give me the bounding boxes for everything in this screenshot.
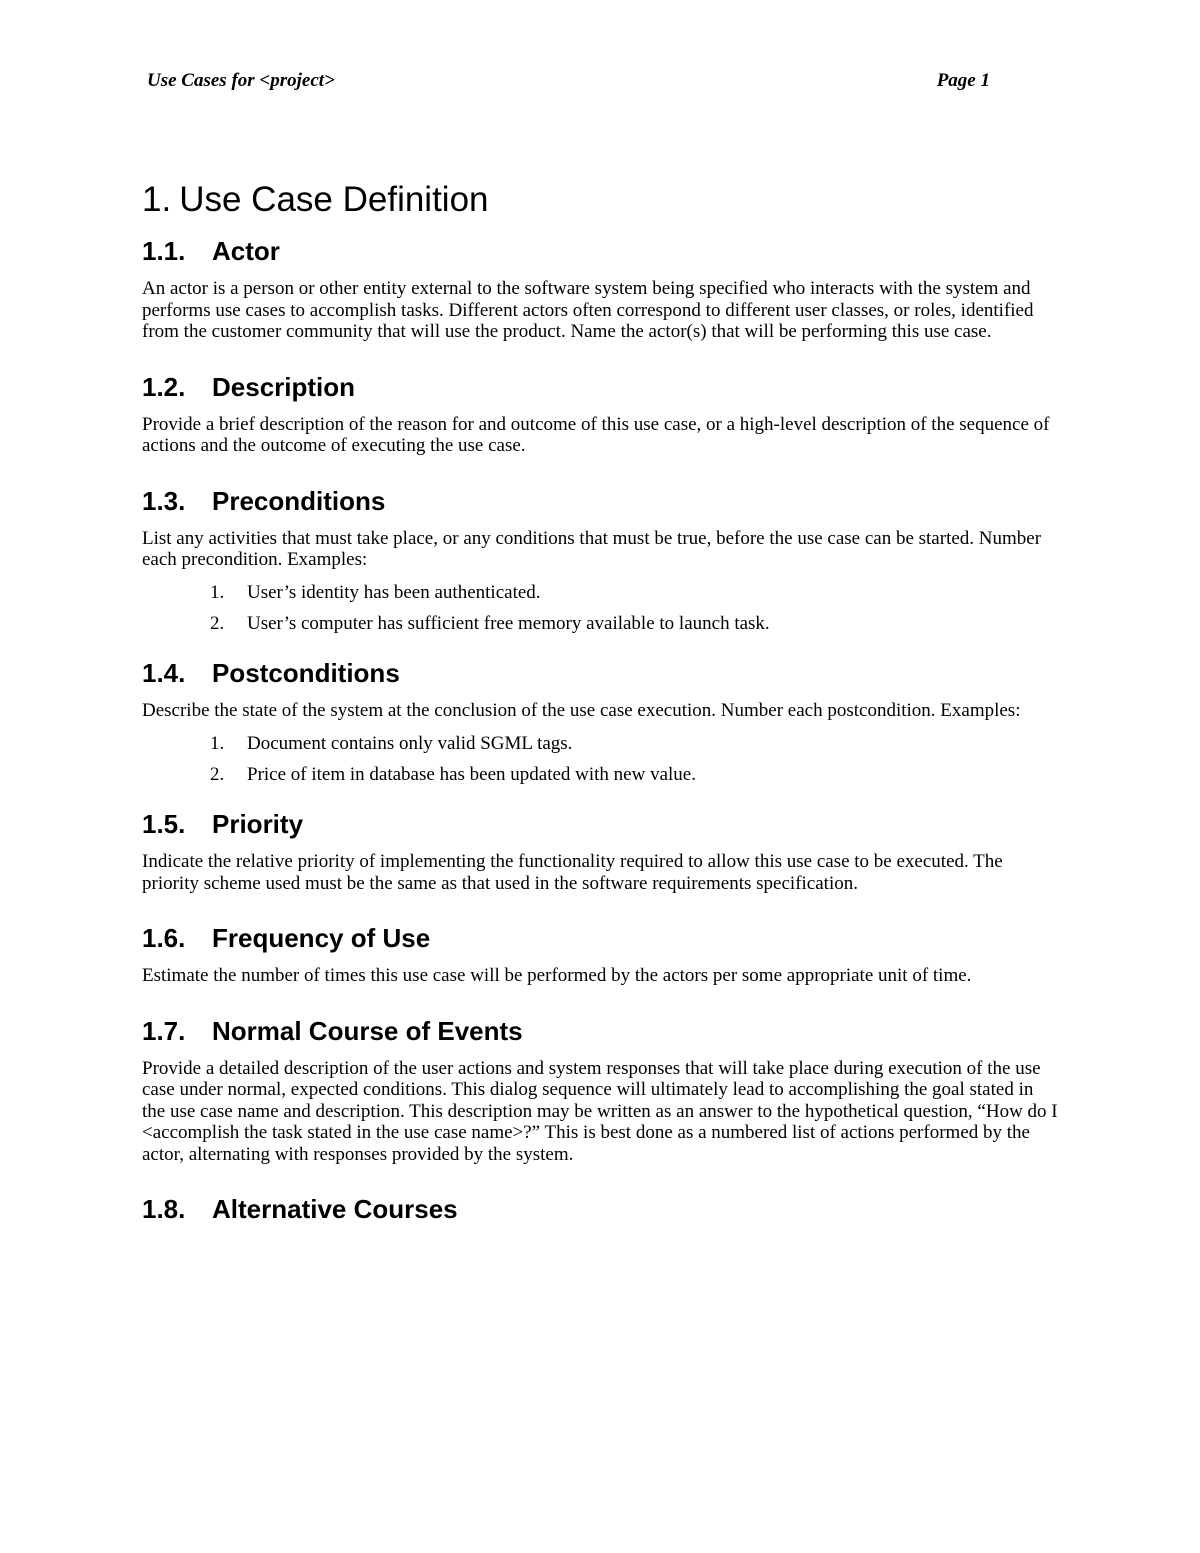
section-title: Frequency of Use	[212, 923, 431, 953]
section-heading	[142, 484, 1060, 518]
list-item	[210, 764, 1060, 786]
section-number: 1.6.	[142, 923, 186, 953]
section-title: Preconditions	[212, 485, 386, 516]
section-number: 1.8.	[142, 1194, 186, 1224]
list-item-number: 1.	[210, 581, 225, 603]
section-body: Describe the state of the system at the conclusion of the use case execution. Number each postcondition. Examples:	[142, 700, 1021, 721]
section-frequency-of-use	[142, 921, 1060, 987]
section-normal-course-of-events	[142, 1014, 1060, 1166]
section-heading	[142, 1192, 1060, 1226]
section-number: 1.5.	[142, 809, 186, 839]
header-document-title: Use Cases for <project>	[147, 70, 335, 91]
section-number: 1.7.	[142, 1015, 186, 1046]
section-number: 1.3.	[142, 485, 186, 516]
document-content	[142, 178, 1060, 1236]
section-body: List any activities that must take place, or any conditions that must be true, before the use case can be started. Number each precondition. Examples:	[142, 527, 1042, 570]
header-page-number: Page 1	[936, 70, 990, 91]
section-heading	[142, 656, 1060, 690]
section-heading	[142, 807, 1060, 841]
section-title: Actor	[212, 236, 280, 266]
section-alternative-courses	[142, 1192, 1060, 1226]
section-number: 1.2.	[142, 371, 186, 402]
section-body: Provide a brief description of the reason for and outcome of this use case, or a high-level description of the sequence of actions and the outcome of executing the use case.	[142, 413, 1050, 456]
section-title: Description	[212, 371, 356, 402]
list-item-text: Document contains only valid SGML tags.	[247, 732, 573, 754]
list-item-number: 1.	[210, 732, 225, 754]
section-body: Indicate the relative priority of implementing the functionality required to allow this use case to be executed. The priority scheme used must be the same as that used in the software requirements specification.	[142, 851, 1003, 894]
postconditions-list	[142, 733, 1060, 786]
section-heading	[142, 921, 1060, 955]
section-title: Priority	[212, 809, 304, 839]
section-heading	[142, 370, 1060, 404]
section-title: Postconditions	[212, 658, 400, 688]
list-item	[210, 733, 1060, 755]
chapter-heading	[142, 178, 1060, 222]
list-item-number: 2.	[210, 763, 225, 785]
preconditions-list	[142, 582, 1060, 635]
list-item-text: User’s identity has been authenticated.	[247, 581, 541, 603]
section-body: Estimate the number of times this use case will be performed by the actors per some appropriate unit of time.	[142, 965, 972, 986]
page-header	[147, 70, 990, 96]
section-postconditions	[142, 656, 1060, 785]
section-heading	[142, 1014, 1060, 1048]
chapter-number: 1.	[142, 180, 172, 219]
list-item	[210, 582, 1060, 604]
section-number: 1.4.	[142, 658, 186, 688]
section-title: Alternative Courses	[212, 1194, 458, 1224]
list-item-text: User’s computer has sufficient free memory available to launch task.	[247, 612, 770, 634]
section-actor	[142, 234, 1060, 343]
section-body: Provide a detailed description of the user actions and system responses that will take place during execution of the use case under normal, expected conditions. This dialog sequence will ultimately lead to accomplishing the goal stated in the use case name and description. This description may be written as an answer to the hypothetical question, “How do I <accomplish the task stated in the use case name>?” This is best done as a numbered list of actions performed by the actor, alternating with responses provided by the system.	[142, 1057, 1058, 1165]
section-preconditions	[142, 484, 1060, 635]
section-title: Normal Course of Events	[212, 1015, 523, 1046]
list-item-number: 2.	[210, 612, 225, 634]
section-priority	[142, 807, 1060, 894]
list-item	[210, 613, 1060, 635]
section-number: 1.1.	[142, 236, 186, 266]
section-description	[142, 370, 1060, 457]
chapter-title: Use Case Definition	[179, 180, 489, 219]
list-item-text: Price of item in database has been updated with new value.	[247, 763, 696, 785]
section-body: An actor is a person or other entity external to the software system being specified who interacts with the system and performs use cases to accomplish tasks. Different actors often correspond to different user classes, or roles, identified from the customer community that will use the product. Name the actor(s) that will be performing this use case.	[142, 278, 1034, 342]
section-heading	[142, 234, 1060, 268]
